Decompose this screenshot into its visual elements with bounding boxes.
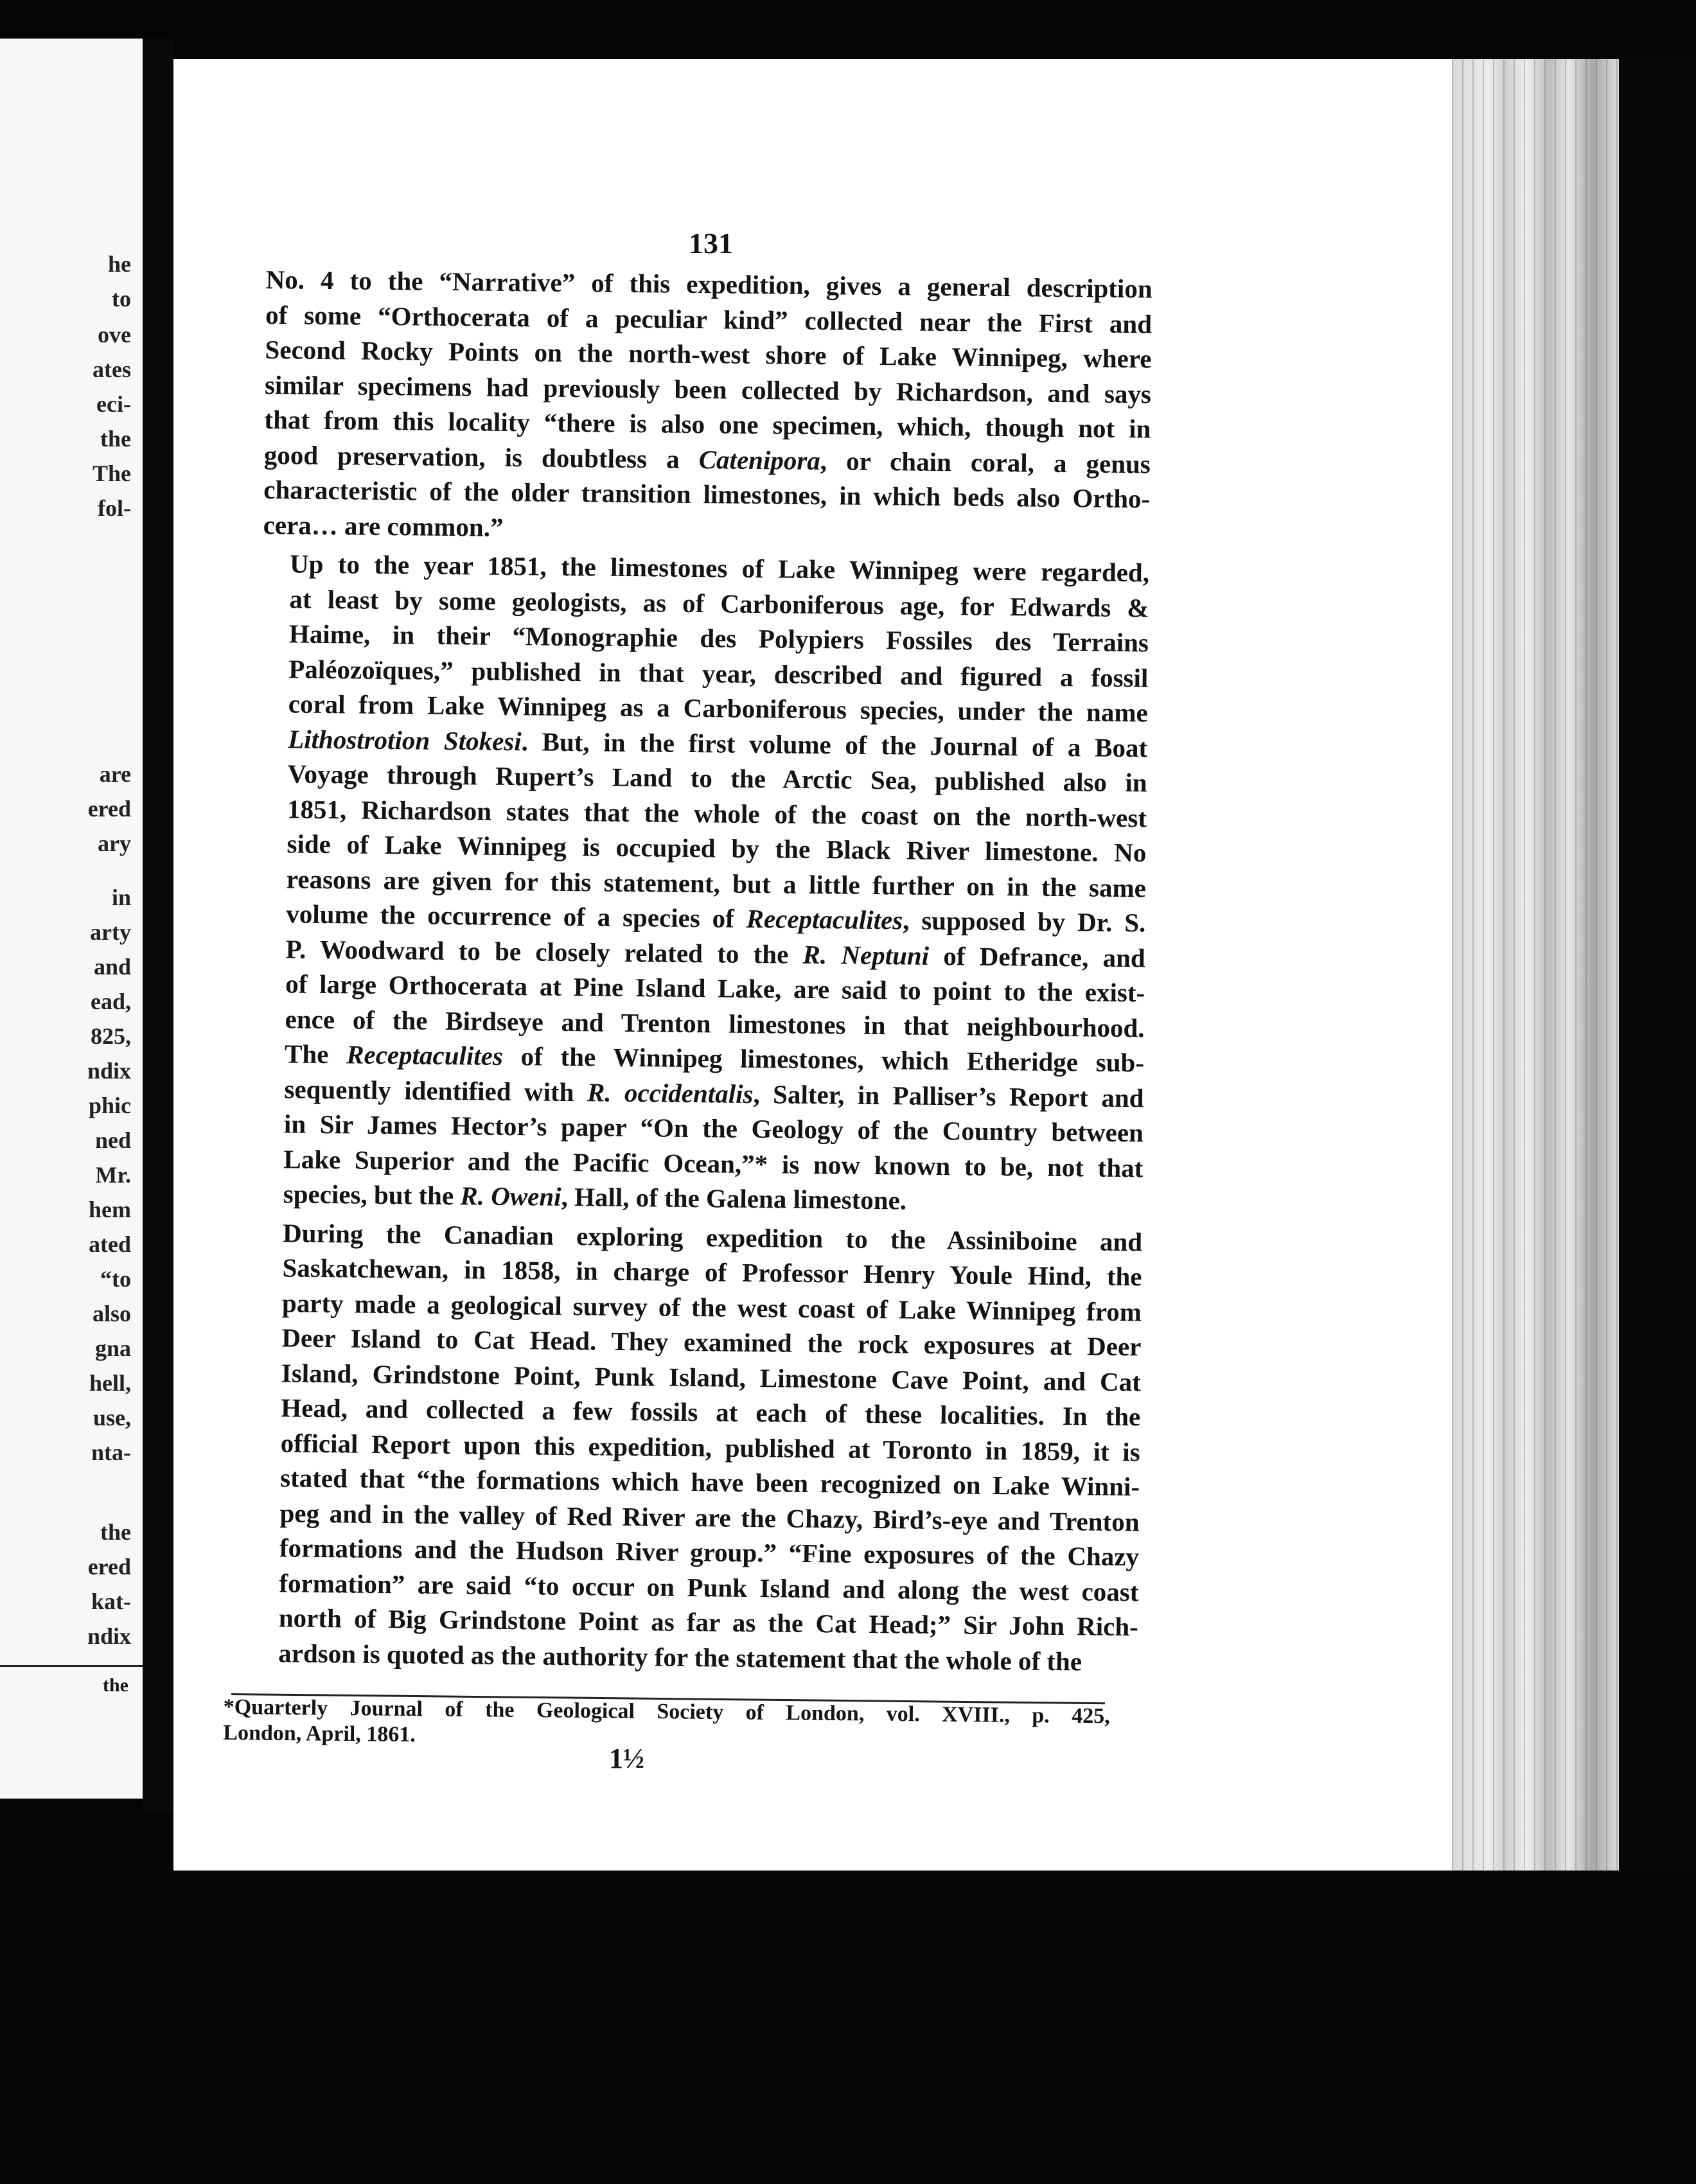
facing-page-word: the [100, 1519, 131, 1545]
text-line: formations and the Hudson River group.” “Fine exposures of the Chazy [279, 1533, 1140, 1572]
text-line: Paléozoïques,” published in that year, described and figured a fossil [288, 653, 1149, 692]
body-text [251, 262, 1153, 1679]
text-line: side of Lake Winnipeg is occupied by the Black River limestone. No [287, 829, 1147, 868]
text-line: formation” are said “to occur on Punk Island and along the west coast [279, 1567, 1139, 1607]
facing-page-word: in [111, 885, 131, 910]
text-line: volume the occurrence of a species of Receptaculites, supposed by Dr. S. [286, 899, 1146, 938]
text-line: ardson is quoted as the authority for the statement that the whole of the [278, 1637, 1082, 1676]
facing-page-word: phic [88, 1093, 131, 1118]
paragraph [256, 546, 1150, 1220]
text-line: peg and in the valley of Red River are the Chazy, Bird’s-eye and Trenton [279, 1497, 1140, 1537]
text-line: official Report upon this expedition, published at Toronto in 1859, it is [280, 1427, 1140, 1466]
footnote [223, 1695, 1110, 1755]
facing-page-left [0, 39, 143, 1799]
facing-page-word: kat- [91, 1589, 131, 1614]
text-line: stated that “the formations which have been recognized on Lake Winni- [279, 1463, 1140, 1502]
text-line: Voyage through Rupert’s Land to the Arctic Sea, published also in [287, 759, 1147, 798]
facing-page-footnote-rule [0, 1665, 143, 1696]
footnote-line: London, April, 1861. [223, 1720, 416, 1747]
text-line: cera… are common.” [263, 509, 504, 542]
text-line: species, but the R. Oweni, Hall, of the Galena limestone. [283, 1179, 907, 1215]
text-line: reasons are given for this statement, but a little further on in the same [286, 863, 1147, 903]
text-line: north of Big Grindstone Point as far as the Cat Head;” Sir John Rich- [278, 1603, 1139, 1642]
facing-page-word: also [92, 1301, 131, 1326]
text-line: Lithostrotion Stokesi. But, in the first volume of the Journal of a Boat [287, 723, 1148, 762]
facing-page-word: the [100, 426, 131, 452]
facing-page-word: ove [98, 322, 131, 348]
text-line: at least by some geologists, as of Carboniferous age, for Edwards & [289, 583, 1149, 622]
facing-page-word: are [99, 761, 131, 787]
text-line: good preservation, is doubtless a Catenipora, or chain coral, a genus [263, 439, 1151, 479]
paragraph [251, 1215, 1142, 1679]
facing-page-word: ates [93, 357, 131, 382]
text-line: The Receptaculites of the Winnipeg limestones, which Etheridge sub- [284, 1039, 1145, 1078]
facing-page-word: Mr. [95, 1162, 131, 1188]
facing-page-word: and [93, 954, 131, 980]
facing-page-word: to [112, 286, 131, 312]
facing-page-word: he [108, 251, 131, 277]
facing-page-footnote-word: the [103, 1675, 128, 1696]
facing-page-word: ned [94, 1127, 131, 1153]
right-background [1619, 59, 1696, 1871]
text-line: coral from Lake Winnipeg as a Carboniferous species, under the name [288, 689, 1148, 728]
facing-page-word: “to [100, 1266, 131, 1292]
text-line: Saskatchewan, in 1858, in charge of Professor Henry Youle Hind, the [282, 1253, 1142, 1292]
facing-page-word: fol- [98, 495, 131, 521]
text-line: Up to the year 1851, the limestones of Lake Winnipeg were regarded, [289, 549, 1150, 588]
text-line: of large Orthocerata at Pine Island Lake, are said to point to the exist- [285, 969, 1145, 1008]
facing-page-word: 825, [91, 1023, 131, 1049]
facing-page-word: arty [90, 919, 131, 945]
facing-page-word: ered [87, 1554, 131, 1580]
facing-page-word: nta- [91, 1440, 131, 1465]
facing-page-word: use, [93, 1405, 131, 1431]
facing-page-word: hem [89, 1197, 131, 1222]
page-edges [1452, 59, 1619, 1871]
text-line: sequently identified with R. occidentalis, Salter, in Palliser’s Report and [284, 1073, 1144, 1113]
text-line: ence of the Birdseye and Trenton limestones in that neighbourhood. [285, 1003, 1145, 1043]
book-gutter [143, 39, 173, 1811]
text-line: 1851, Richardson states that the whole of the coast on the north-west [287, 793, 1147, 832]
text-line: of some “Orthocerata of a peculiar kind” collected near the First and [265, 299, 1153, 339]
text-line: Second Rocky Points on the north-west shore of Lake Winnipeg, where [265, 334, 1152, 374]
signature-mark: 1½ [609, 1743, 644, 1774]
text-line: party made a geological survey of the west coast of Lake Winnipeg from [281, 1287, 1142, 1326]
facing-page-word: ndix [87, 1058, 131, 1084]
facing-page-word: ated [89, 1231, 131, 1257]
facing-page-word: eci- [96, 391, 131, 417]
facing-page-word: ered [87, 796, 131, 822]
text-line: Island, Grindstone Point, Punk Island, Limestone Cave Point, and Cat [281, 1357, 1142, 1396]
page-number: 131 [689, 227, 733, 260]
text-line: During the Canadian exploring expedition to the Assiniboine and [282, 1217, 1143, 1256]
text-line: Lake Superior and the Pacific Ocean,”* is now known to be, not that [283, 1143, 1144, 1183]
facing-page-word: The [92, 461, 131, 486]
text-line: No. 4 to the “Narrative” of this expedition, gives a general description [265, 264, 1153, 304]
footnote-line: *Quarterly Journal of the Geological Society of London, vol. XVIII., p. 425, [223, 1695, 1110, 1729]
text-line: P. Woodward to be closely related to the R. Neptuni of Defrance, and [285, 933, 1145, 973]
paragraph [263, 262, 1152, 551]
facing-page-word: hell, [89, 1370, 131, 1396]
text-line: Deer Island to Cat Head. They examined the rock exposures at Deer [281, 1323, 1142, 1362]
text-line: characteristic of the older transition limestones, in which beds also Ortho- [263, 474, 1151, 514]
facing-page-word: ead, [91, 989, 131, 1014]
text-line: similar specimens had previously been collected by Richardson, and says [264, 369, 1152, 409]
text-line: in Sir James Hector’s paper “On the Geology of the Country between [283, 1109, 1144, 1148]
bottom-background [0, 1871, 1696, 2184]
text-line: that from this locality “there is also one specimen, which, though not in [264, 404, 1151, 444]
facing-page-word: gna [94, 1335, 131, 1361]
text-line: Head, and collected a few fossils at each of these localities. In the [281, 1393, 1141, 1432]
text-line: Haime, in their “Monographie des Polypiers Fossiles des Terrains [288, 619, 1149, 658]
facing-page-word: ary [98, 831, 131, 856]
facing-page-word: ndix [87, 1623, 131, 1649]
